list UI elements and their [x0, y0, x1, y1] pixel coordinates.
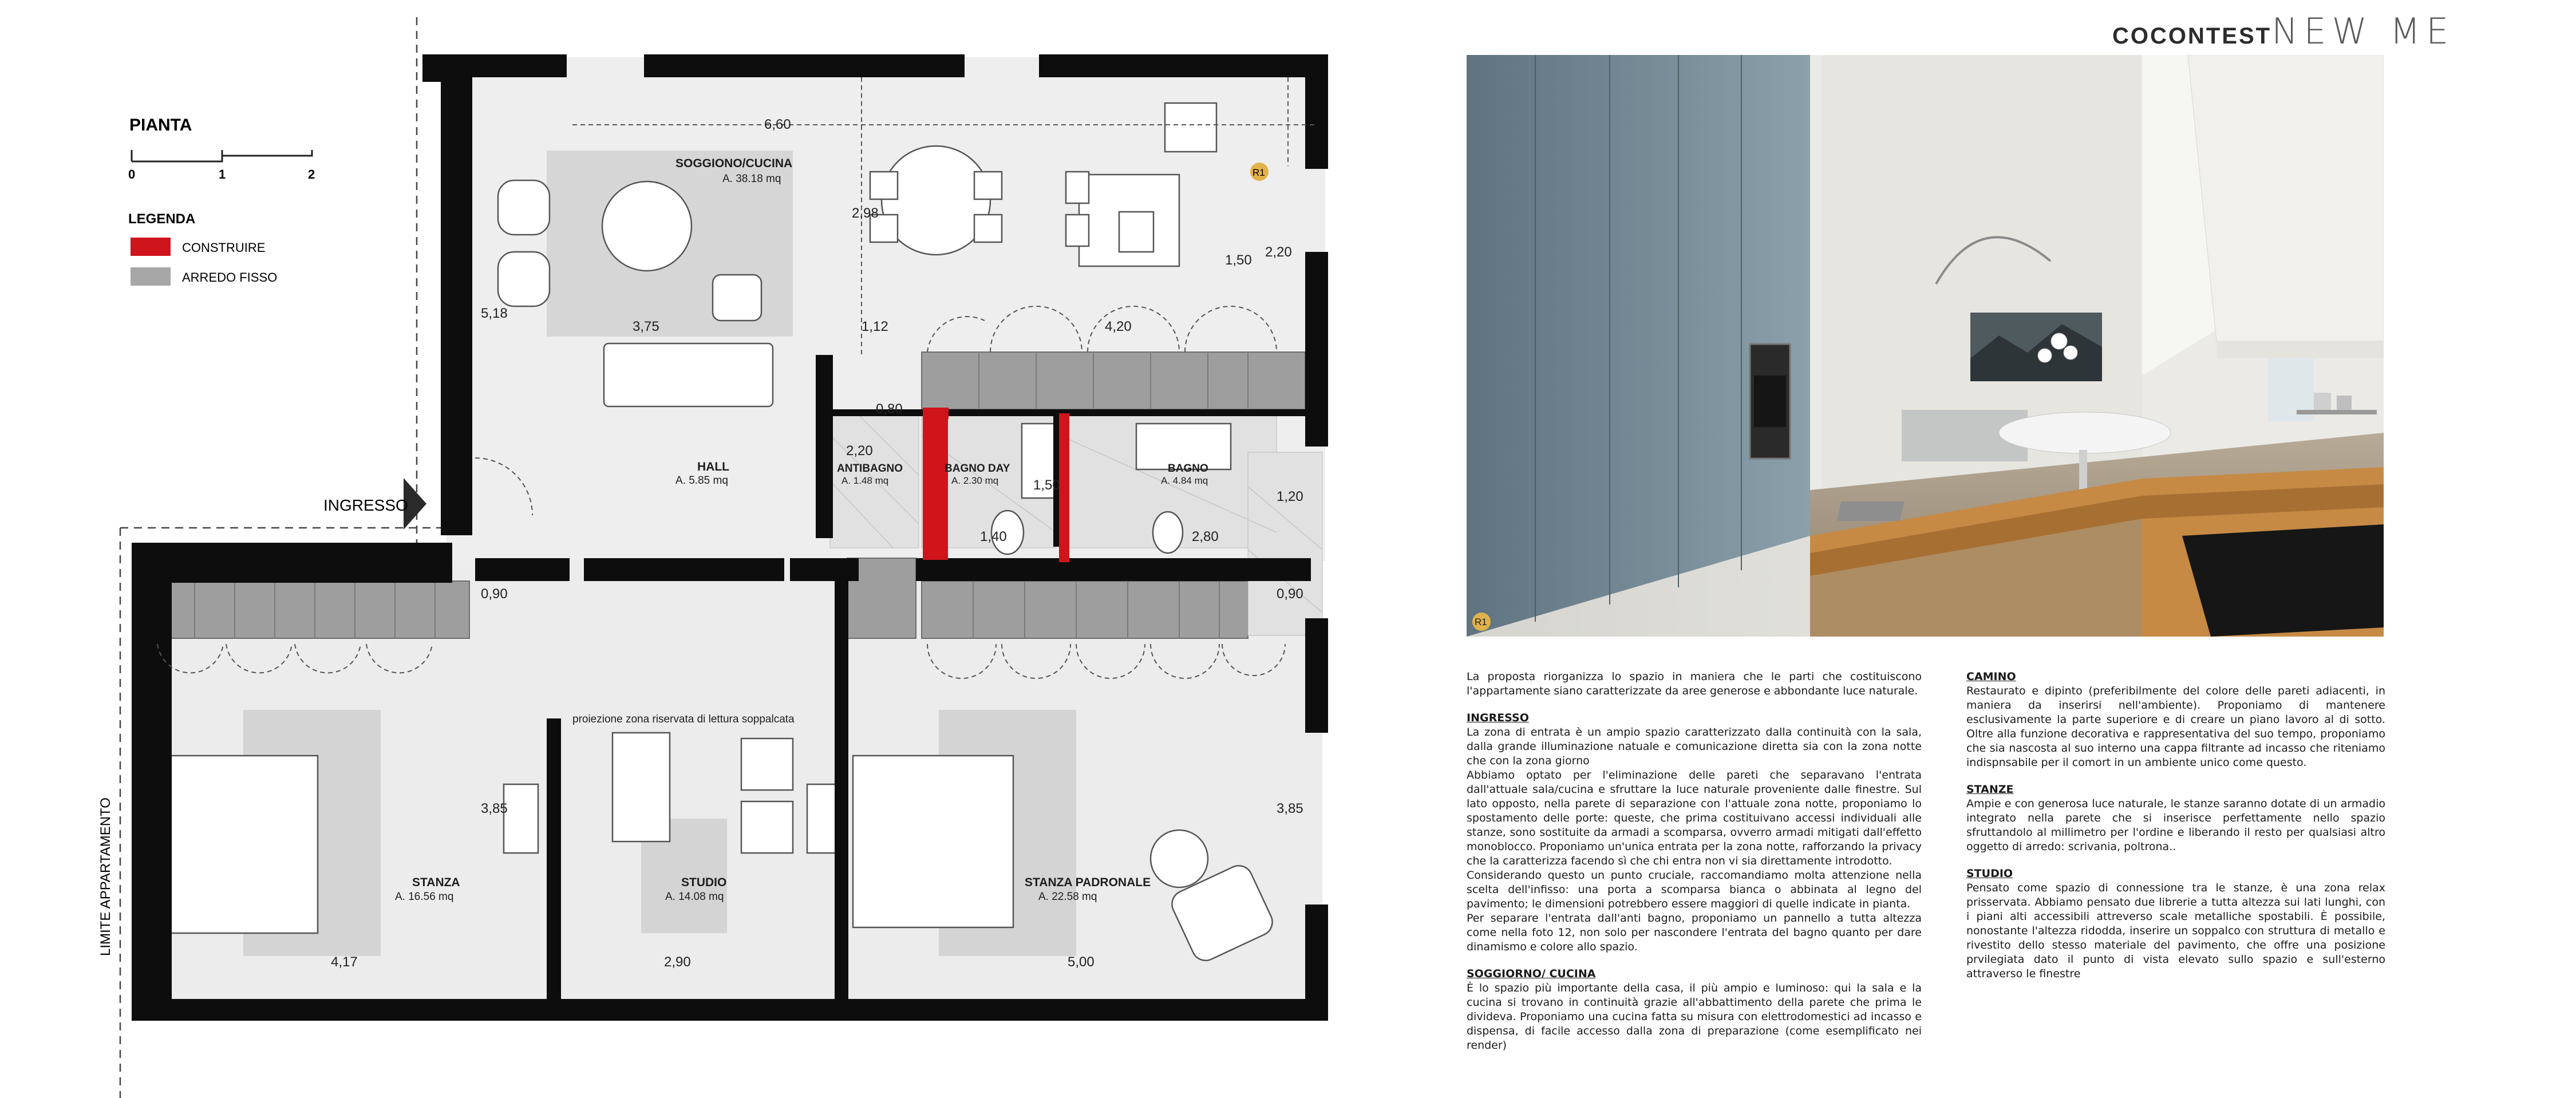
bed-stanza [155, 756, 318, 933]
room-studio-name: STUDIO [681, 876, 727, 889]
room-bagnoday-area: A. 2.30 mq [951, 475, 999, 486]
soppalco-note: proiezione zona riservata di lettura soppalcata [572, 713, 795, 725]
camino-heading: CAMINO [1966, 670, 2016, 683]
brand-logo [2112, 10, 2454, 52]
dim: 2,80 [1192, 529, 1219, 544]
text-column-right [1966, 670, 2385, 987]
soggiorno-heading: SOGGIORNO/ CUCINA [1467, 967, 1596, 980]
render-tag: R1 [1475, 617, 1487, 627]
limite-label: LIMITE APPARTAMENTO [98, 797, 113, 956]
brand-name: NEW ME [2271, 10, 2455, 52]
room-hall-area: A. 5.85 mq [675, 475, 728, 487]
dim: 1,40 [980, 529, 1007, 544]
wardrobe-right [922, 581, 1248, 638]
bed-padronale [853, 756, 1013, 927]
dim: 0,80 [876, 401, 903, 417]
dim: 2,20 [1265, 244, 1292, 260]
ingresso-paragraph: Per separare l'entrata dall'anti bagno, proponiamo un pannello a tutta altezza come nella foto 12, non solo per nascondere l'entrata del bagno quanto per dare dinamismo e colore allo spazio. [1467, 912, 1922, 953]
dim: 6,60 [764, 117, 791, 132]
studio-paragraph: Pensato come spazio di connessione tra le stanze, è una zona relax prisservata. Abbiamo pensato due librerie a tutta altezza sui lati lunghi, con i piani alti accessibili attreverso scale metalliche spostabili. È possibile, nonostante l'altezza ridodda, inserire un soppalco con struttura di metallo e rivestito dello stesso materiale del pavimento, che offre una posizione prvilegiata dato il punto di vista elevato sullo spazio e sull'esterno attraverso le finestre [1966, 882, 2385, 980]
dim: 1,50 [1033, 477, 1060, 493]
legend-swatch-construire [131, 238, 171, 256]
sofa [604, 343, 773, 406]
armchair-2 [498, 252, 550, 306]
studio-heading: STUDIO [1966, 867, 2013, 880]
text-column-left [1467, 670, 1922, 1058]
room-studio-area: A. 14.08 mq [665, 891, 724, 903]
brand-prefix: COCONTEST [2112, 23, 2272, 49]
dim: 1,12 [862, 319, 888, 334]
stanze-heading: STANZE [1966, 783, 2014, 796]
dim: 0,90 [1277, 586, 1303, 602]
room-hall-name: HALL [697, 460, 729, 473]
render-dining-table [1999, 412, 2171, 453]
room-bagnoday-name: BAGNO DAY [945, 463, 1010, 475]
legend-label-construire: CONSTRUIRE [182, 240, 266, 255]
dim: 2,20 [846, 443, 873, 459]
dim: 0,90 [481, 586, 508, 602]
kitchen-render [1467, 55, 2384, 637]
room-stanza-area: A. 16.56 mq [395, 891, 454, 903]
dim: 1,20 [1277, 489, 1303, 504]
legend-title: LEGENDA [128, 211, 196, 227]
studio-desk [613, 733, 670, 842]
room-soggiorno-name: SOGGIONO/CUCINA [675, 157, 793, 170]
coffee-table [602, 181, 692, 271]
legend-swatch-arredo [131, 267, 171, 286]
dim: 5,18 [481, 306, 508, 321]
stanze-paragraph: Ampie e con generosa luce naturale, le stanze saranno dotate di un armadio integrato nella parete che si inserisce perfettamente nello spazio sfruttandolo al millimetro per l'ordine e liberando il resto per qualsiasi altro oggetto di arredo: scrivania, poltrona.. [1966, 797, 2385, 853]
room-bagno-area: A. 4.84 mq [1161, 475, 1208, 486]
dim: 2,90 [664, 954, 691, 970]
ingresso-paragraph: Considerando questo un punto cruciale, raccomandiamo molta attenzione nella scelta dell'infisso: una porta a scomparsa bianca o abbinata al legno del pavimento; le dimensioni potrebbero essere maggiori di quelle indicate in pianta. [1467, 869, 1922, 910]
ingresso-paragraph: Abbiamo optato per l'eliminazione delle pareti che separavano l'entrata dall'attuale sala/cucina e sfruttare la luce naturale proveniente dalle finestre. Sul lato opposto, nella parete di separazione con l'attuale zona notte, proponiamo lo spostamento delle porte: queste, che prima costituivano accessi individuali alle stanze, sono sostituite da armadi a scomparsa, ovverro armadi mitigati dall'effetto monoblocco. Proponiamo un'unica entrata per la zona notte, rafforzando la privacy che la caratterizza facendo sì che chi entra non vi sia direttamente introdotto. [1467, 769, 1922, 867]
ingresso-paragraph: La zona di entrata è un ampio spazio caratterizzato dalla continuità con la sala, dalla grande illuminazione natuale e comunicazione diretta sia con la zona notte che con la zona giorno [1467, 726, 1922, 767]
dim: 3,75 [633, 319, 659, 334]
soggiorno-paragraph: È lo spazio più importante della casa, il più ampio e luminoso: qui la sala e la cucina si trovano in continuità grazie all'abbattimento della parete che prima le divideva. Proponiamo una cucina fatta su misura con elettrodomestici ad incasso e dispensa, di facile accesso dalla zona di preparazione (come esemplificato nei render) [1467, 982, 1922, 1052]
wardrobe-left [155, 581, 469, 638]
render-hob [2182, 524, 2384, 637]
ingresso-label: INGRESSO [323, 496, 408, 514]
dim: 3,85 [1277, 801, 1303, 816]
room-bagno-name: BAGNO [1168, 463, 1208, 475]
plan-render-tag: R1 [1253, 167, 1265, 178]
dim: 4,20 [1105, 319, 1132, 334]
room-soggiorno-area: A. 38.18 mq [722, 173, 781, 185]
room-antibagno-area: A. 1.48 mq [841, 475, 889, 486]
pouf [713, 275, 761, 321]
dim: 4,17 [331, 954, 358, 970]
room-padronale-name: STANZA PADRONALE [1025, 876, 1151, 889]
room-padronale-area: A. 22.58 mq [1038, 891, 1097, 903]
dim: 5,00 [1068, 954, 1095, 970]
dim: 1,50 [1225, 252, 1252, 268]
scale-2: 2 [308, 167, 315, 181]
scale-0: 0 [128, 167, 136, 181]
legend-label-arredo: ARREDO FISSO [182, 270, 278, 285]
dim: 3,85 [481, 801, 508, 816]
dim: 2,98 [852, 206, 879, 221]
room-stanza-name: STANZA [412, 876, 460, 889]
ingresso-heading: INGRESSO [1467, 712, 1529, 724]
plan-title: PIANTA [129, 116, 192, 135]
intro-paragraph: La proposta riorganizza lo spazio in maniera che le parti che costituiscono l'appartamente siano caratterizzate da aree generose e abbondante luce naturale. [1467, 670, 1922, 697]
armchair-1 [498, 180, 550, 235]
scale-1: 1 [219, 167, 226, 181]
camino-paragraph: Restaurato e dipinto (preferibilmente del colore delle pareti adiacenti, in maniera da inserirsi nell'ambiente). Proponiamo di mantenere esclusivamente la parte superiore e di creare un piano lavoro al di sotto. Oltre alla funzione decorativa e rappresentativa del suo tempo, proponiamo che sia nascosta al suo interno una cappa filtrante ad incasso che riteniamo indispnsabile per il comort in un ambiente unico come questo. [1966, 685, 2385, 769]
room-antibagno-name: ANTIBAGNO [837, 463, 903, 475]
